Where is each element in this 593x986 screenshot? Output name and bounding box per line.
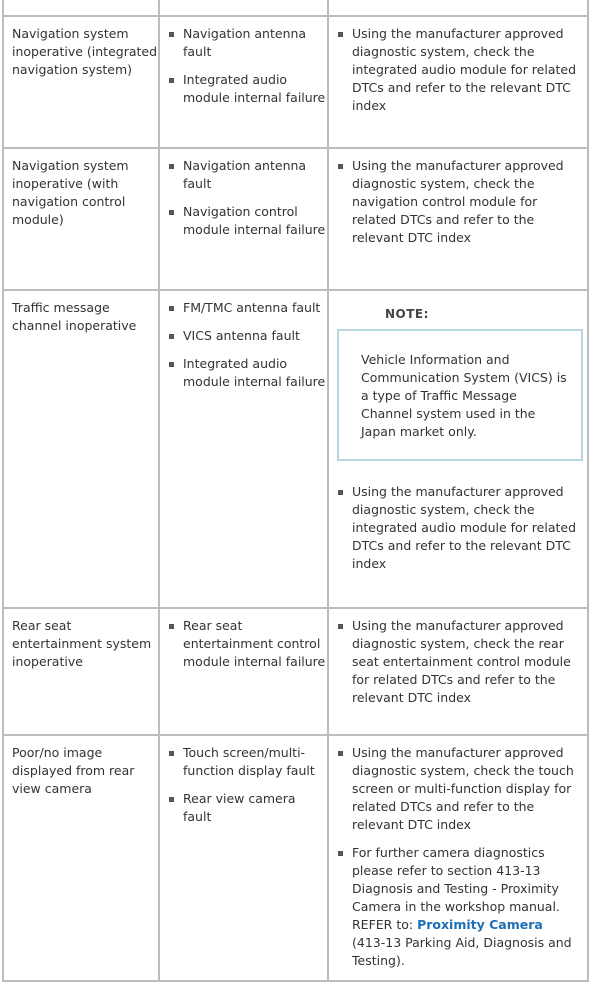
- cause-item: Rear view camera fault: [168, 790, 327, 826]
- symptom-text: Navigation system inoperative (integrated navigation system): [12, 26, 158, 77]
- empty-cell: [159, 0, 328, 16]
- symptom-cell: [3, 608, 159, 735]
- symptom-text: Rear seat entertainment system inoperative: [12, 618, 152, 669]
- proximity-camera-link[interactable]: Proximity Camera: [417, 917, 543, 932]
- action-item: [337, 844, 579, 970]
- cause-item: Integrated audio module internal failure: [168, 355, 327, 391]
- note: [337, 305, 579, 461]
- note-title: NOTE:: [385, 307, 429, 321]
- action-item: Using the manufacturer approved diagnostic system, check the navigation control module for related DTCs and refer to the relevant DTC index: [337, 157, 579, 247]
- action-cell: [328, 608, 588, 735]
- cause-item: Navigation antenna fault: [168, 25, 327, 61]
- cause-item: Navigation antenna fault: [168, 157, 327, 193]
- empty-cell: [3, 0, 159, 16]
- refer-prefix: REFER to:: [352, 917, 418, 932]
- action-item: Using the manufacturer approved diagnostic system, check the integrated audio module for related DTCs and refer to the relevant DTC index: [337, 25, 579, 115]
- note-box: Vehicle Information and Communication System (VICS) is a type of Traffic Message Channel system used in the Japan market only.: [337, 329, 583, 461]
- cause-item: FM/TMC antenna fault: [168, 299, 327, 317]
- possible-cause-cell: [159, 608, 328, 735]
- possible-cause-cell: [159, 735, 328, 981]
- cause-item: Integrated audio module internal failure: [168, 71, 327, 107]
- action-cell: [328, 290, 588, 608]
- possible-cause-cell: [159, 148, 328, 290]
- empty-cell: [328, 0, 588, 16]
- table-row: [3, 148, 588, 290]
- table-row-top-continuation: [3, 0, 588, 16]
- symptom-text: Traffic message channel inoperative: [12, 300, 137, 333]
- action-cell: [328, 16, 588, 148]
- symptom-cell: [3, 735, 159, 981]
- table-row: [3, 735, 588, 981]
- symptom-chart-table: [2, 0, 589, 982]
- possible-cause-cell: [159, 16, 328, 148]
- refer-suffix: (413-13 Parking Aid, Diagnosis and Testing).: [352, 935, 572, 968]
- cause-item: VICS antenna fault: [168, 327, 327, 345]
- symptom-cell: [3, 16, 159, 148]
- symptom-cell: [3, 148, 159, 290]
- symptom-text: Navigation system inoperative (with navigation control module): [12, 158, 129, 227]
- table-row: [3, 290, 588, 608]
- cause-item: Touch screen/multi-function display fault: [168, 744, 327, 780]
- action-cell: [328, 735, 588, 981]
- table-row: [3, 608, 588, 735]
- possible-cause-cell: [159, 290, 328, 608]
- action-item: Using the manufacturer approved diagnostic system, check the touch screen or multi-function display for related DTCs and refer to the relevant DTC index: [337, 744, 579, 834]
- action-cell: [328, 148, 588, 290]
- cause-item: Rear seat entertainment control module internal failure: [168, 617, 327, 671]
- cause-item: Navigation control module internal failure: [168, 203, 327, 239]
- action-text: For further camera diagnostics please refer to section 413-13 Diagnosis and Testing - Proximity Camera in the workshop manual.: [352, 845, 560, 914]
- action-item: Using the manufacturer approved diagnostic system, check the integrated audio module for related DTCs and refer to the relevant DTC index: [337, 483, 579, 573]
- symptom-cell: [3, 290, 159, 608]
- table-row: [3, 16, 588, 148]
- symptom-text: Poor/no image displayed from rear view camera: [12, 745, 135, 796]
- action-item: Using the manufacturer approved diagnostic system, check the rear seat entertainment control module for related DTCs and refer to the relevant DTC index: [337, 617, 579, 707]
